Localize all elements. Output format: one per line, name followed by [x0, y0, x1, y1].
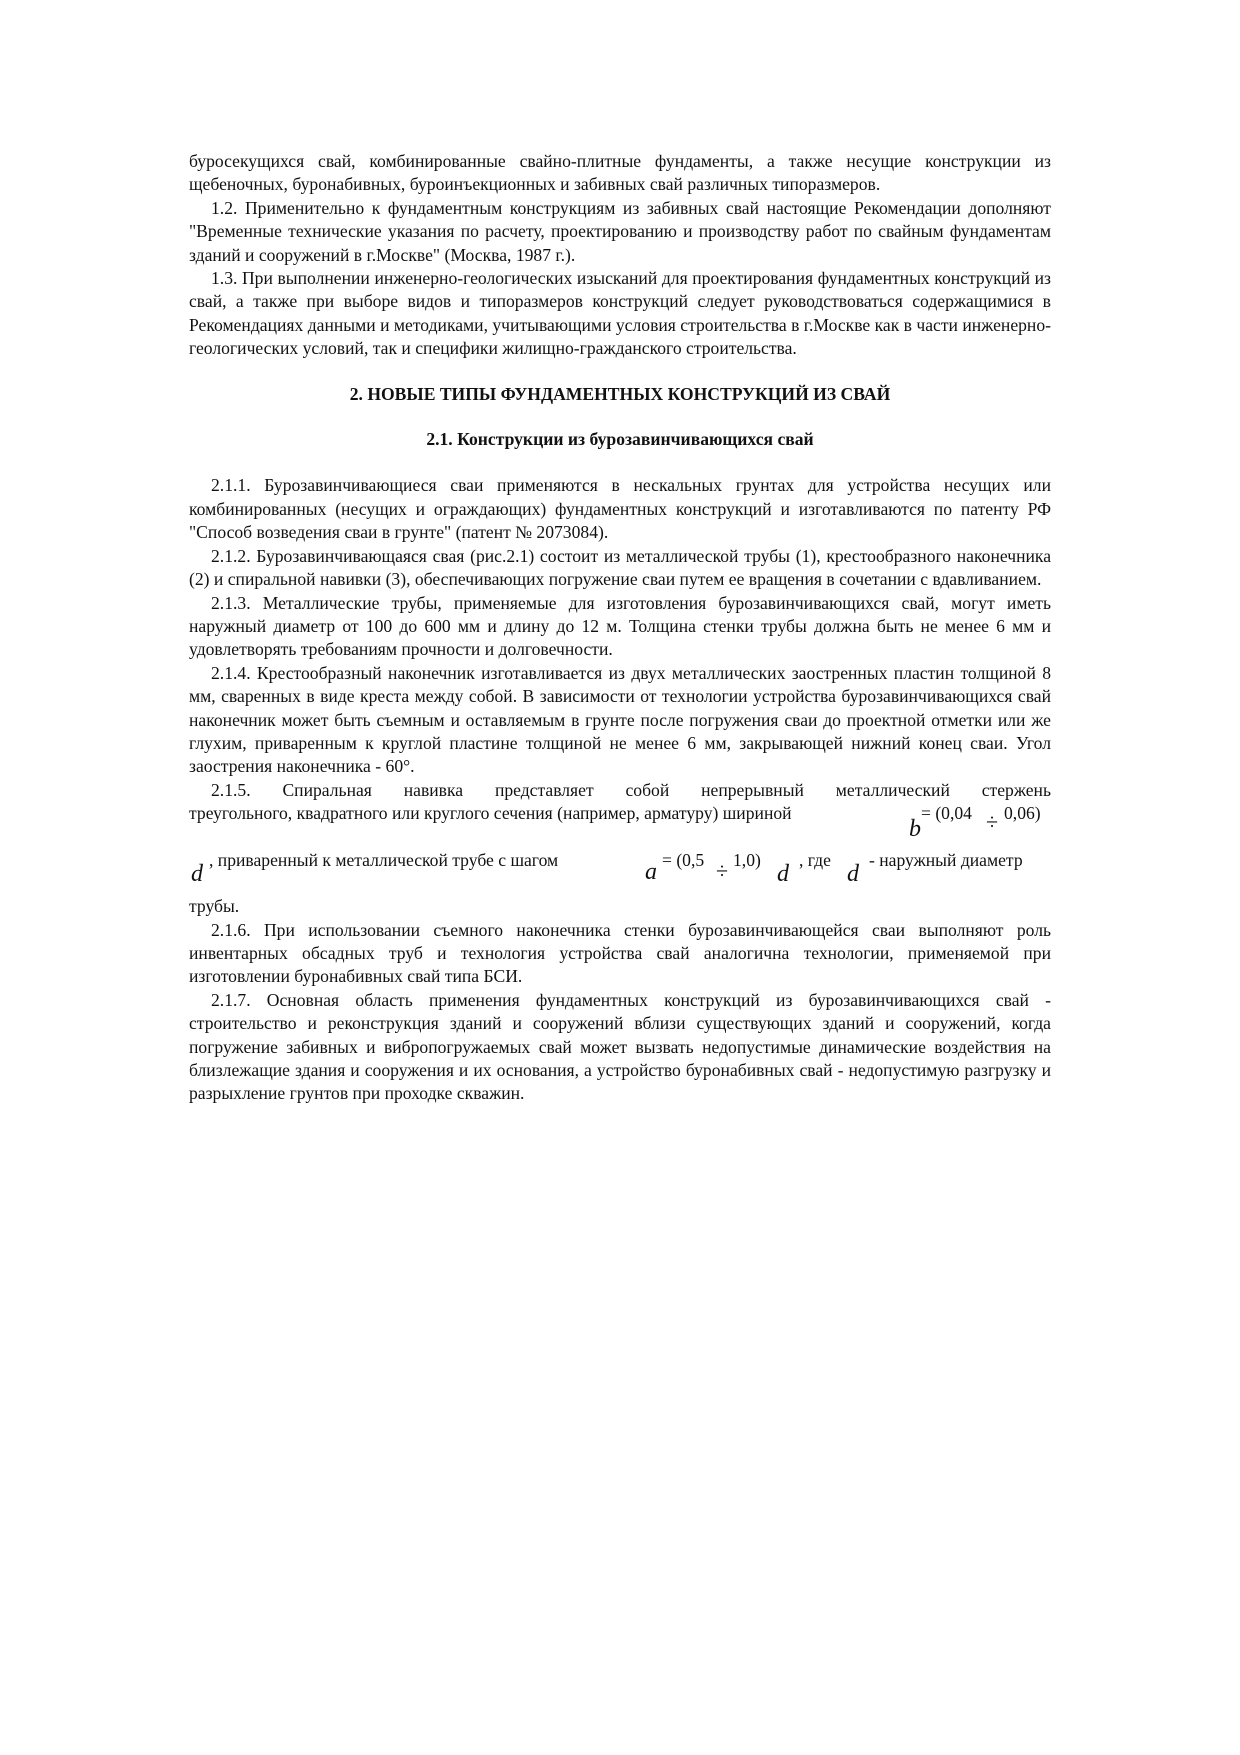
paragraph-2-1-5-line-1: 2.1.5. Спиральная навивка представляет собой непрерывный металлический стержень — [211, 779, 1051, 800]
paragraph-2-1-7: 2.1.7. Основная область применения фундаментных конструкций из бурозавинчивающихся свай - строительство и реконструкция зданий и сооружений вблизи существующих зданий и сооружений, когда погружение забивных и вибропогружаемых свай может вызвать недопустимые динамические воздействия на близлежащие здания и сооружения и их основания, а устройство буронабивных свай - недопустимую разгрузку и разрыхление грунтов при проходке скважин. — [189, 989, 1051, 1104]
where-text: , где — [799, 850, 831, 871]
section-title: 2.1. Конструкции из бурозавинчивающихся свай — [426, 429, 814, 450]
var-b-symbol: b — [909, 816, 921, 843]
paragraph-2-1-3: 2.1.3. Металлические трубы, применяемые для изготовления бурозавинчивающихся свай, могут иметь наружный диаметр от 100 до 600 мм и длину до 12 м. Толщина стенки трубы должна быть не менее 6 мм и удовлетворять требованиям прочности и долговечности. — [189, 592, 1051, 660]
var-d-symbol-3: d — [847, 861, 859, 888]
width-description-text: треугольного, квадратного или круглого сечения (например, арматуру) шириной — [189, 803, 792, 824]
paragraph-2-1-5-line-2 — [189, 802, 1051, 849]
pitch-formula-eq: = (0,5 — [662, 850, 705, 871]
intro-continuation-paragraph: буросекущихся свай, комбинированные свайно-плитные фундаменты, а также несущие конструкции из щебеночных, буронабивных, буроинъекционных и забивных свай различных типоразмеров. — [189, 151, 1051, 195]
pitch-description-text: , приваренный к металлической трубе с шагом — [209, 850, 559, 871]
paragraph-2-1-5-line-4: трубы. — [189, 896, 240, 917]
var-d-symbol-1: d — [191, 861, 203, 888]
paragraph-2-1-5-line-3 — [189, 849, 1051, 895]
document-page — [189, 150, 1051, 1106]
paragraph-1-2: 1.2. Применительно к фундаментным конструкциям из забивных свай настоящие Рекомендации дополняют "Временные технические указания по расчету, проектированию и производству работ по свайным фундаментам зданий и сооружений в г.Москве" (Москва, 1987 г.). — [189, 197, 1051, 265]
outer-diameter-text: - наружный диаметр — [869, 850, 1023, 871]
width-formula-eq: = (0,04 — [921, 803, 972, 824]
paragraph-2-1-1: 2.1.1. Бурозавинчивающиеся сваи применяются в нескальных грунтах для устройства несущих или комбинированных (несущих и ограждающих) фундаментных конструкций и изготавливаются по патенту РФ "Способ возведения сваи в грунте" (патент № 2073084). — [189, 475, 1051, 543]
paragraph-1-3: 1.3. При выполнении инженерно-геологических изысканий для проектирования фундаментных конструкций из свай, а также при выборе видов и типоразмеров конструкций следует руководствоваться содержащимися в Рекомендациях данными и методиками, учитывающими условия строительства в г.Москве как в части инженерно-геологических условий, так и специфики жилищно-гражданского строительства. — [189, 268, 1051, 359]
paragraph-2-1-2: 2.1.2. Бурозавинчивающаяся свая (рис.2.1) состоит из металлической трубы (1), крестообразного наконечника (2) и спиральной навивки (3), обеспечивающих погружение сваи путем ее вращения в сочетании с вдавливанием. — [189, 545, 1051, 590]
divide-sign-2: ÷ — [716, 858, 729, 884]
pitch-formula-value: 1,0) — [733, 850, 761, 871]
chapter-title: 2. НОВЫЕ ТИПЫ ФУНДАМЕНТНЫХ КОНСТРУКЦИЙ ИЗ СВАЙ — [349, 383, 891, 404]
divide-sign-1: ÷ — [986, 809, 999, 835]
var-d-symbol-2: d — [777, 861, 789, 888]
paragraph-2-1-6: 2.1.6. При использовании съемного наконечника стенки бурозавинчивающейся сваи выполняют роль инвентарных обсадных труб и технология устройства свай аналогична технологии, применяемой при изготовлении буронабивных свай типа БСИ. — [189, 919, 1051, 987]
paragraph-2-1-4: 2.1.4. Крестообразный наконечник изготавливается из двух металлических заостренных пластин толщиной 8 мм, сваренных в виде креста между собой. В зависимости от технологии устройства бурозавинчивающихся свай наконечник может быть съемным и оставляемым в грунте после погружения сваи до проектной отметки или же глухим, приваренным к круглой пластине толщиной не менее 6 мм, закрывающей нижний конец сваи. Угол заострения наконечника - 60°. — [189, 662, 1051, 777]
var-a-symbol: a — [645, 859, 657, 886]
width-formula-end: 0,06) — [1004, 803, 1041, 824]
paragraph-2-1-5 — [189, 779, 1051, 919]
